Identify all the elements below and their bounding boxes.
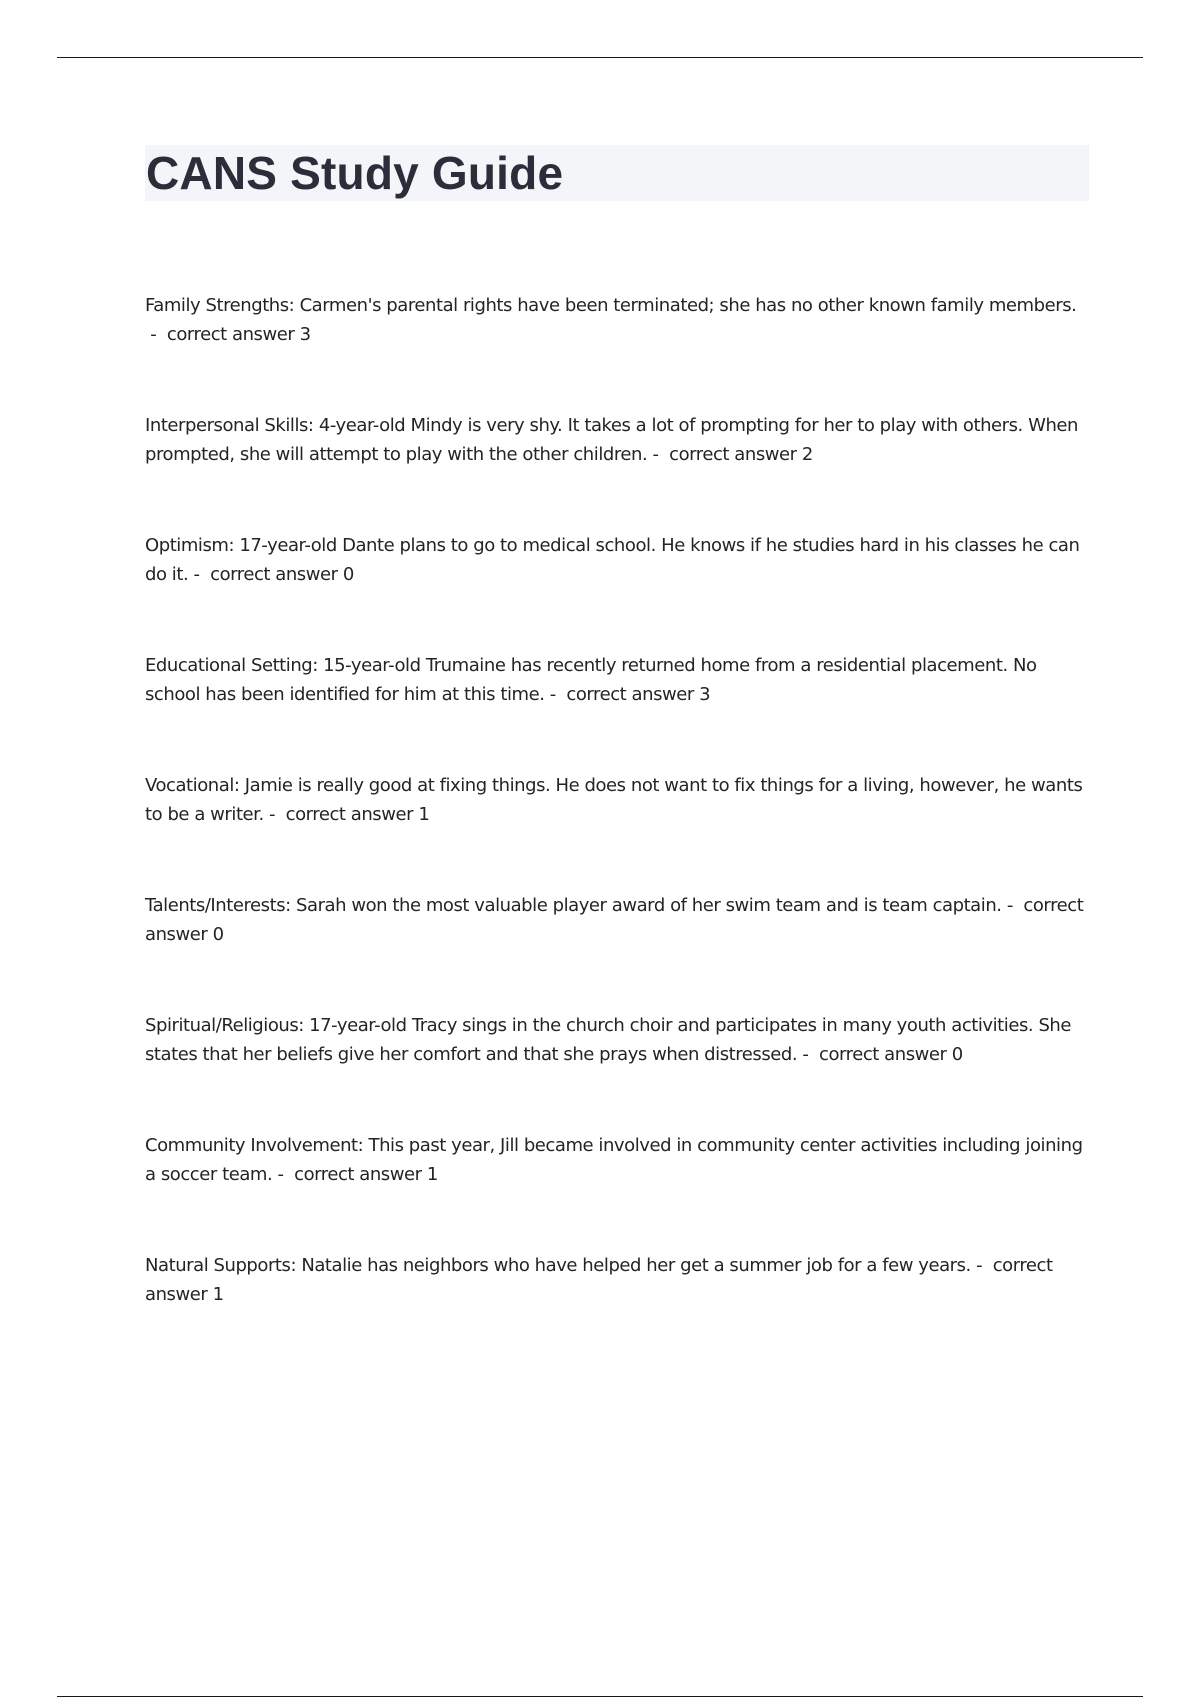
question-item (145, 651, 1090, 771)
answer-label: correct answer (145, 1255, 1053, 1305)
question-item (145, 531, 1090, 651)
question-item (145, 1011, 1090, 1131)
question-item (145, 291, 1090, 411)
question-text: Optimism: 17-year-old Dante plans to go to medical school. He knows if he studies hard in his classes he can do it. (145, 535, 1080, 585)
top-divider (57, 57, 1143, 58)
answer-value: 3 (299, 324, 311, 345)
answer-value: 0 (342, 564, 354, 585)
answer-label: correct answer (669, 444, 797, 465)
question-text: Family Strengths: Carmen's parental rights have been terminated; she has no other known family members. (145, 295, 1077, 316)
answer-value: 3 (699, 684, 711, 705)
answer-separator: - (1001, 895, 1024, 916)
answer-value: 0 (212, 924, 224, 945)
answer-separator: - (970, 1255, 993, 1276)
answer-value: 1 (426, 1164, 438, 1185)
question-text: Vocational: Jamie is really good at fixing things. He does not want to fix things for a living, however, he wants to be a writer. (145, 775, 1083, 825)
question-item (145, 891, 1090, 1011)
answer-value: 0 (951, 1044, 963, 1065)
answer-label: correct answer (166, 324, 295, 345)
question-item (145, 1131, 1090, 1251)
answer-label: correct answer (285, 804, 414, 825)
answer-label: correct answer (819, 1044, 947, 1065)
question-list (145, 291, 1090, 1371)
page-title: CANS Study Guide (146, 147, 564, 199)
question-text: Community Involvement: This past year, Jill became involved in community center activities including joining a soccer team. (145, 1135, 1083, 1185)
question-text: Talents/Interests: Sarah won the most valuable player award of her swim team and is team captain. (145, 895, 1002, 916)
question-text: Natural Supports: Natalie has neighbors who have helped her get a summer job for a few years. (145, 1255, 971, 1276)
answer-label: correct answer (145, 895, 1084, 945)
answer-separator: - (188, 564, 211, 585)
question-item (145, 771, 1090, 891)
answer-value: 2 (801, 444, 813, 465)
answer-separator: - (272, 1164, 295, 1185)
question-item (145, 411, 1090, 531)
question-item (145, 1251, 1090, 1371)
answer-label: correct answer (210, 564, 338, 585)
answer-separator: - (797, 1044, 820, 1065)
question-text: Spiritual/Religious: 17-year-old Tracy sings in the church choir and participates in many youth activities. She states that her beliefs give her comfort and that she prays when distressed. (145, 1015, 1071, 1065)
answer-separator: - (544, 684, 567, 705)
question-text: Interpersonal Skills: 4-year-old Mindy is very shy. It takes a lot of prompting for her to play with others. When prompted, she will attempt to play with the other children. (145, 415, 1078, 465)
answer-label: correct answer (294, 1164, 422, 1185)
answer-separator: - (647, 444, 670, 465)
answer-separator: - (145, 324, 167, 345)
question-text: Educational Setting: 15-year-old Trumaine has recently returned home from a residential placement. No school has been identified for him at this time. (145, 655, 1037, 705)
answer-label: correct answer (566, 684, 694, 705)
answer-separator: - (263, 804, 286, 825)
bottom-divider (57, 1696, 1143, 1697)
answer-value: 1 (418, 804, 430, 825)
answer-value: 1 (212, 1284, 224, 1305)
